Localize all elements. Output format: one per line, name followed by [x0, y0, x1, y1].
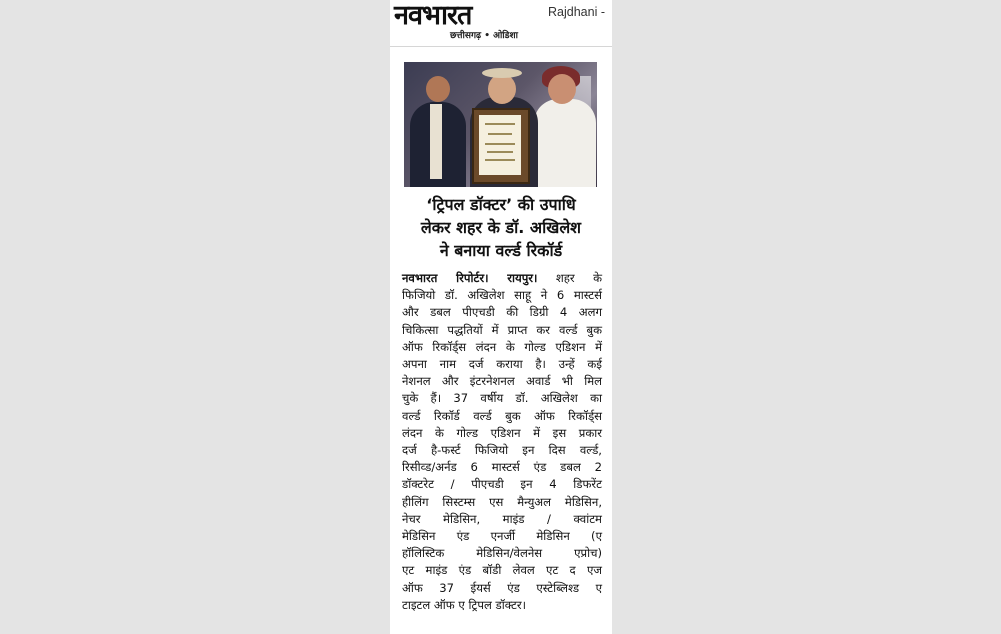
- body-line: अपना नाम दर्ज कराया है। उन्हें कई: [402, 357, 602, 372]
- article-first-line: [402, 270, 602, 287]
- body-line: दर्ज है-फर्स्ट फिजियो इन दिस वर्ल्ड,: [402, 443, 602, 458]
- body-line: हॉलिस्टिक मेडिसिन/वेलनेस एप्रोच): [402, 546, 602, 561]
- newspaper-region: छत्तीसगढ़ • ओडिशा: [450, 31, 518, 41]
- body-line: नेचर मेडिसिन, माइंड / क्वांटम: [402, 511, 602, 526]
- headline-line: ‘ट्रिपल डॉक्टर’ की उपाधि: [426, 195, 576, 214]
- body-line: एट माइंड एंड बॉडी लेवल एट द एज: [402, 563, 602, 578]
- article-body: [402, 270, 602, 614]
- hat: [482, 68, 522, 78]
- body-line: टाइटल ऑफ ए ट्रिपल डॉक्टर।: [402, 597, 526, 612]
- person-left-head: [426, 76, 450, 102]
- body-line: चुके हैं। 37 वर्षीय डॉ. अखिलेश का: [402, 391, 602, 406]
- headline-line: ने बनाया वर्ल्ड रिकॉर्ड: [439, 241, 563, 260]
- edition-label: Rajdhani -: [548, 5, 605, 19]
- body-line: रिसीव्ड/अर्नड 6 मास्टर्स एंड डबल 2: [402, 460, 602, 475]
- masthead: [390, 0, 612, 47]
- person-center-head: [488, 74, 516, 104]
- award-photo: [404, 62, 597, 187]
- body-line: फिजियो डॉ. अखिलेश साहू ने 6 मास्टर्स: [402, 288, 602, 303]
- body-line: ऑफ 37 ईयर्स एंड एस्टेब्लिश्ड ए: [402, 580, 602, 595]
- byline: नवभारत रिपोर्टर। रायपुर।: [402, 271, 538, 285]
- body-line: मेडिसिन एंड एनर्जी मेडिसिन (ए: [402, 529, 602, 544]
- body-line: ऑफ रिकॉर्ड्स लंदन के गोल्ड एडिशन में: [402, 339, 602, 354]
- certificate-frame: [472, 108, 530, 184]
- headline-line: लेकर शहर के डॉ. अखिलेश: [420, 218, 582, 237]
- body-line: डॉक्टरेट / पीएचडी इन 4 डिफरेंट: [402, 477, 602, 492]
- scarf: [430, 104, 442, 179]
- person-right: [534, 99, 596, 187]
- news-clipping: [390, 0, 612, 634]
- body-line: वर्ल्ड रिकॉर्ड वर्ल्ड बुक ऑफ रिकॉर्ड्स: [402, 408, 602, 423]
- body-line: और डबल पीएचडी की डिग्री 4 अलग: [402, 305, 602, 320]
- body-line: शहर के: [555, 271, 603, 285]
- body-line: नेशनल और इंटरनेशनल अवार्ड भी मिल: [402, 374, 602, 389]
- body-line: लंदन के गोल्ड एडिशन में इस प्रकार: [402, 425, 602, 440]
- body-line: चिकित्सा पद्धतियों में प्राप्त कर वर्ल्ड बुक: [402, 322, 602, 337]
- person-right-head: [548, 74, 576, 104]
- newspaper-logo: नवभारत: [394, 0, 472, 31]
- body-line: हीलिंग सिस्टम्स एस मैन्युअल मेडिसिन,: [402, 494, 602, 509]
- headline: [394, 193, 608, 262]
- certificate: [479, 115, 521, 175]
